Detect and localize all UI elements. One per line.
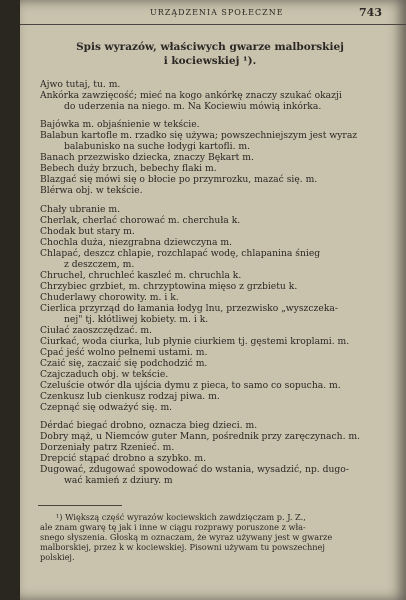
entry-line: Banach przezwisko dziecka, znaczy Bękart m. bbox=[40, 152, 254, 163]
book-page bbox=[20, 0, 406, 600]
running-header bbox=[20, 6, 406, 25]
entry-line: Chruchel, chruchleć kaszleć m. chruchla k. bbox=[40, 270, 242, 281]
heading-line-1: Spis wyrazów, właściwych gwarze malborskiej bbox=[76, 41, 344, 53]
footnote-line: malborskiej, przez k w kociewskiej. Pisowni używam tu powszechnej bbox=[40, 542, 325, 552]
entry-line: Drepcić stąpać drobno a szybko. m. bbox=[40, 453, 207, 464]
section-heading bbox=[60, 40, 360, 68]
entry-line: nej" tj. kłótliwej kobiety. m. i k. bbox=[64, 314, 209, 325]
entry-line: Blérwa obj. w tekście. bbox=[40, 185, 143, 196]
entry-line: do uderzenia na niego. m. Na Kociewiu mówią inkórka. bbox=[64, 101, 322, 112]
entry-line: Balabun kartofle m. rzadko się używa; powszechniejszym jest wyraz bbox=[40, 130, 358, 141]
entry-line: Chuderlawy chorowity. m. i k. bbox=[40, 292, 179, 303]
entry-line: Dobry mąż, u Niemców guter Mann, pośrednik przy zaręczynach. m. bbox=[40, 431, 361, 442]
entry-line: Czepnąć się odważyć się. m. bbox=[40, 402, 173, 413]
entry-line: Ajwo tutaj, tu. m. bbox=[40, 79, 121, 90]
entry-line: Cpać jeść wolno pełnemi ustami. m. bbox=[40, 347, 208, 358]
entry-line: Cherlak, cherlać chorować m. cherchuła k. bbox=[40, 215, 241, 226]
page-number: 743 bbox=[359, 6, 382, 19]
entry-line: Dugować, zdugować spowodować do wstania, wysadzić, np. dugo- bbox=[40, 464, 349, 475]
footnote-divider bbox=[38, 505, 122, 506]
entry-line: Ciurkać, woda ciurka, lub płynie ciurkiem tj. gęstemi kroplami. m. bbox=[40, 336, 350, 347]
entry-line: Czajczaduch obj. w tekście. bbox=[40, 369, 169, 380]
entry-line: wać kamień z dziury. m bbox=[64, 475, 173, 486]
entry-line: Chochla duża, niezgrabna dziewczyna m. bbox=[40, 237, 232, 248]
entry-line: Ankórka zawzięcość; mieć na kogo ankórkę znaczy szukać okazji bbox=[40, 90, 342, 101]
entry-line: Bebech duży brzuch, bebechy flaki m. bbox=[40, 163, 217, 174]
footnote-line: ¹) Większą część wyrazów kociewskich zawdzięczam p. J. Z., bbox=[56, 512, 306, 522]
heading-line-2: i kociewskiej ¹). bbox=[163, 55, 257, 67]
entry-line: Dérdać biegać drobno, oznacza bieg dzieci. m. bbox=[40, 420, 258, 431]
entry-line: Czeluście otwór dla ujścia dymu z pieca, to samo co sopucha. m. bbox=[40, 380, 341, 391]
entry-line: Dorzeniały patrz Rzenieć. m. bbox=[40, 442, 175, 453]
footnote-line: polskiej. bbox=[40, 552, 75, 562]
entry-line: Chlapać, deszcz chlapie, rozchlapać wodę, chlapanina śnieg bbox=[40, 248, 321, 259]
entry-line: Blazgać się mówi się o błocie po przymrozku, mazać się. m. bbox=[40, 174, 318, 185]
entry-line: Chrzybiec grzbiet, m. chrzyptowina mięso z grzbietu k. bbox=[40, 281, 298, 292]
entry-line: balabunisko na suche łodygi kartofli. m. bbox=[64, 141, 251, 152]
header-title: URZĄDZENIA SPOŁECZNE bbox=[150, 8, 284, 17]
footnote-line: snego słyszenia. Głoską m oznaczam, że wyraz używany jest w gwarze bbox=[40, 532, 333, 542]
footnote-line: ale znam gwarę tę jak i inne w ciągu rozprawy poruszone z wła- bbox=[40, 522, 306, 532]
entry-line: Chodak but stary m. bbox=[40, 226, 135, 237]
entry-line: Ciułać zaoszczędzać. m. bbox=[40, 325, 153, 336]
entry-line: Czaić się, zaczaić się podchodzić m. bbox=[40, 358, 208, 369]
entry-line: z deszczem, m. bbox=[64, 259, 135, 270]
entry-line: Cierlica przyrząd do łamania łodyg lnu, przezwisko „wyszczeka- bbox=[40, 303, 338, 314]
entry-line: Bajówka m. objaśnienie w tekście. bbox=[40, 119, 200, 130]
entry-line: Czenkusz lub cienkusz rodzaj piwa. m. bbox=[40, 391, 220, 402]
entry-line: Chały ubranie m. bbox=[40, 204, 121, 215]
